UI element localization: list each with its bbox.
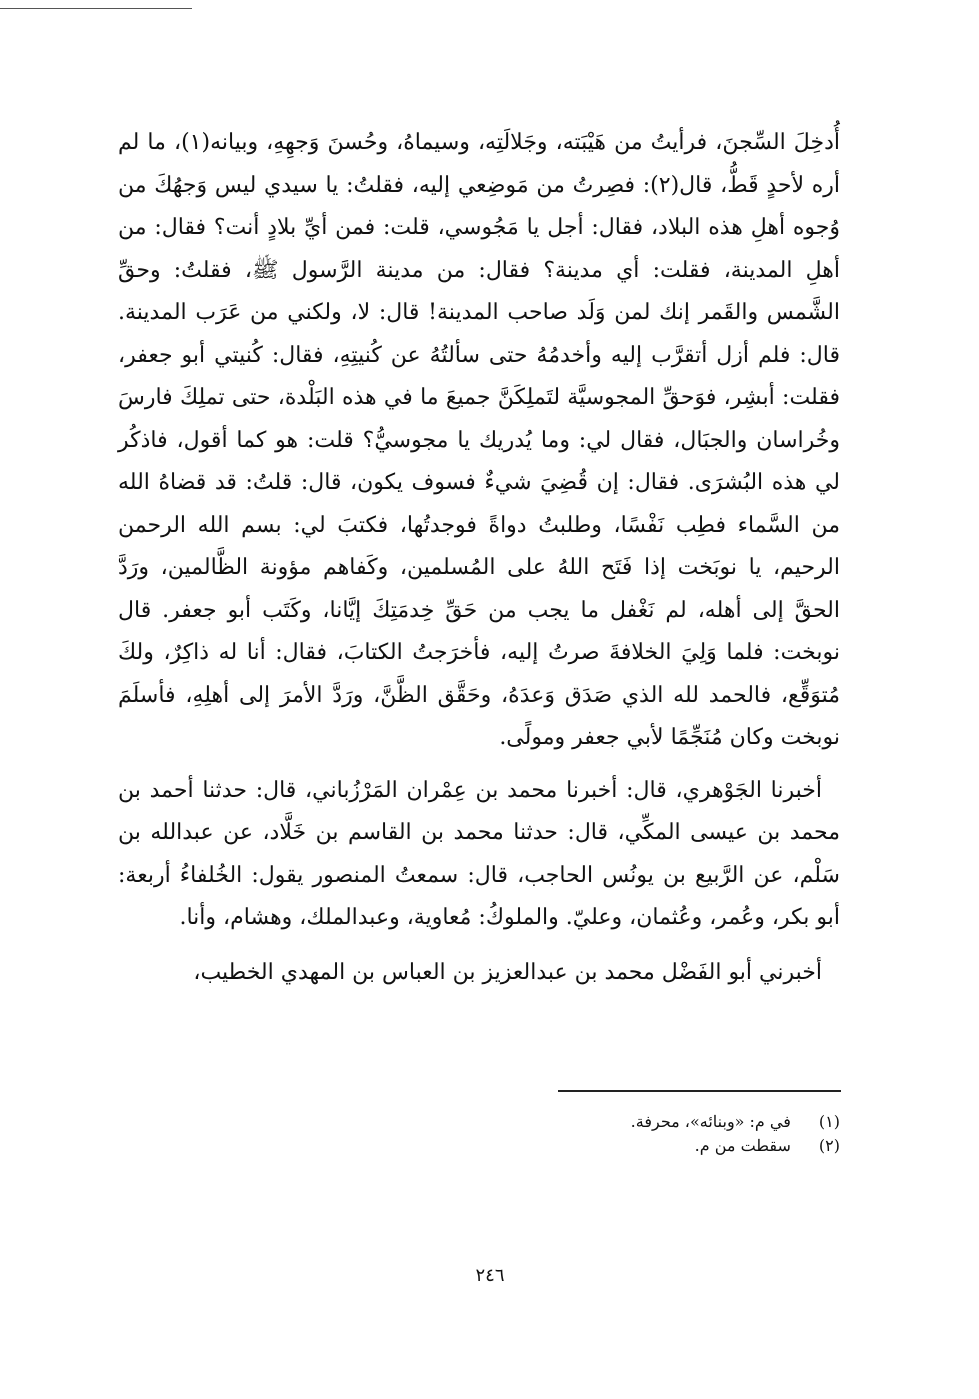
paragraph-3: أخبرني أبو الفَضْل محمد بن عبدالعزيز بن العباس بن المهدي الخطيب،: [193, 959, 822, 985]
footnote-text: سقطت من م.: [694, 1136, 791, 1155]
page-number: ٢٤٦: [475, 1265, 505, 1286]
footnotes: [500, 1110, 840, 1158]
footnote-2: [500, 1134, 840, 1158]
footnote-1: [500, 1110, 840, 1134]
paragraph-2: أخبرنا الجَوْهري، قال: أخبرنا محمد بن عِمْران المَرْزُباني، قال: حدثنا أحمد بن محمد بن عيسى المكِّي، قال: حدثنا محمد بن القاسم بن خَلَّاد، عن عبدالله بن سَلْم، عن الرَّبيع بن يونُس الحاجب، قال: سمعتُ المنصور يقول: الخُلفاءُ أربعة: أبو بكر، وعُمر، وعُثمان، وعليّ. والملوكُ: مُعاوية، وعبدالملك، وهشام، وأنا.: [118, 777, 840, 930]
footnote-number: (٢): [818, 1136, 840, 1155]
main-text: [118, 122, 840, 994]
top-rule: [0, 8, 192, 9]
footnote-separator: [558, 1090, 841, 1092]
paragraph-1: أُدخِلَ السِّجنَ، فرأيتُ من هَيْبَته، وجَلالَتِه، وسيماهُ، وحُسنَ وَجهِهِ، وبيانه(١)، ما لم أره لأحدٍ قَطُّ، قال(٢): فصِرتُ من مَوضِعي إليه، فقلتُ: يا سيدي ليس وَجهُكَ من وُجوه أهلِ هذه البلاد، فقال: أجل يا مَجُوسي، قلت: فمن أيِّ بلادٍ أنت؟ فقال: من أهلِ المدينة، فقلت: أي مدينة؟ فقال: من مدينة الرَّسول ﷺ، فقلتُ: وحقِّ الشَّمس والقَمر إنك لمن وَلَد صاحب المدينة! قال: لا، ولكني من عَرَب المدينة. قال: فلم أزل أتقرَّب إليه وأخدمُهُ حتى سألتُهُ عن كُنيتِهِ، فقال: كُنيتي أبو جعفر، فقلت: أبشِر، فوَحقِّ المجوسيَّة لتَملِكَنَّ جميعَ ما في هذه البَلْدة، حتى تملِكَ فارسَ وخُراسان والجبَال، فقال لي: وما يُدريك يا مجوسيُّ؟ قلت: هو كما أقول، فاذكُر لي هذه البُشرَى. فقال: إن قُضِيَ شيءٌ فسوف يكون، قال: قلتُ: قد قضاهُ الله من السَّماء فطِب نَفْسًا، وطلبتُ دواةً فوجدتُها، فكتبَ لي: بسم الله الرحمن الرحيم، يا نوبَخت إذا فَتَح اللهُ على المُسلمين، وكَفاهم مؤونة الظَّالمين، ورَدَّ الحقَّ إلى أهله، لم نَغْفل ما يجب من حَقِّ خِدمَتِكَ إيَّانا، وكَتَب أبو جعفر. قال نوبخت: فلما وَلِيَ الخلافةَ صرتُ إليه، فأخرَجتُ الكتابَ، فقال: أنا له ذاكِرٌ، ولكَ مُتوَقِّع، فالحمد لله الذي صَدَق وَعدَهُ، وحَقَّق الظَّنَّ، ورَدَّ الأمرَ إلى أهلِهِ، فأسلَمَ نوبخت وكان مُنَجِّمًا لأبي جعفر ومولًى.: [118, 130, 841, 750]
footnote-text: في م: «وبنائه»، محرفة.: [630, 1112, 791, 1131]
footnote-number: (١): [818, 1112, 840, 1131]
